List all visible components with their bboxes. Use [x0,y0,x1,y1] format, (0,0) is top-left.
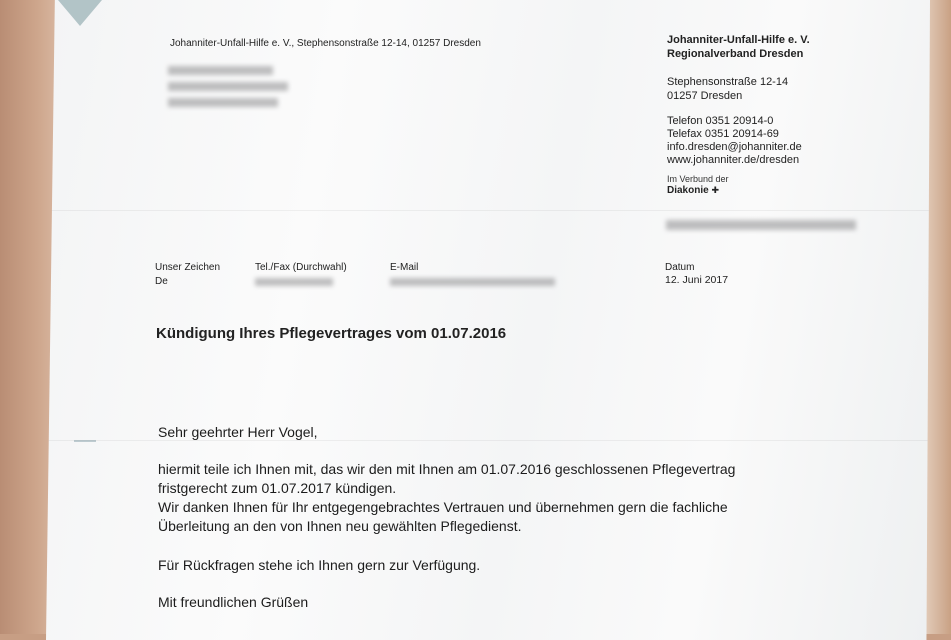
paper-fold [46,210,930,211]
our-reference-value: De [155,276,168,287]
email-label: E-Mail [390,262,419,273]
body-line: Überleitung an den von Ihnen neu gewählten Pflegedienst. [158,518,522,534]
org-region: Regionalverband Dresden [667,48,804,60]
date-label: Datum [665,262,695,273]
phone-extension-label: Tel./Fax (Durchwahl) [255,262,347,273]
org-street: Stephensonstraße 12-14 [667,76,789,88]
body-line: fristgerecht zum 01.07.2017 kündigen. [158,480,397,496]
date-value: 12. Juni 2017 [665,274,729,286]
email-redacted [390,278,555,286]
registration-redacted [666,220,856,230]
recipient-city-redacted [168,98,278,107]
closing-question: Für Rückfragen stehe ich Ihnen gern zur Verfügung. [158,557,481,573]
org-website: www.johanniter.de/dresden [667,154,800,166]
fold-mark [74,440,96,442]
network-label: Im Verbund der [667,174,729,184]
phone-extension-redacted [255,278,333,286]
recipient-street-redacted [168,82,288,91]
recipient-name-redacted [168,66,273,75]
org-fax: Telefax 0351 20914-69 [667,128,779,140]
body-line: Wir danken Ihnen für Ihr entgegengebrachtes Vertrauen und übernehmen gern die fachliche [158,499,728,515]
diakonie-name: Diakonie [667,185,709,196]
org-city: 01257 Dresden [667,90,743,102]
sender-return-address: Johanniter-Unfall-Hilfe e. V., Stephensonstraße 12-14, 01257 Dresden [170,38,481,49]
org-name: Johanniter-Unfall-Hilfe e. V. [667,34,810,46]
diakonie-logo [667,185,719,196]
our-reference-label: Unser Zeichen [155,262,221,273]
corner-mark [58,0,102,26]
org-phone: Telefon 0351 20914-0 [667,115,774,127]
letter-subject: Kündigung Ihres Pflegevertrages vom 01.07.2016 [156,325,507,342]
diakonie-cross-icon: ✚ [711,185,720,195]
letter-paper [46,0,930,640]
closing-greeting: Mit freundlichen Grüßen [158,594,309,610]
body-line: hiermit teile ich Ihnen mit, das wir den mit Ihnen am 01.07.2016 geschlossenen Pflegevertrag [158,461,736,477]
org-email: info.dresden@johanniter.de [667,141,802,153]
salutation: Sehr geehrter Herr Vogel, [158,424,318,440]
